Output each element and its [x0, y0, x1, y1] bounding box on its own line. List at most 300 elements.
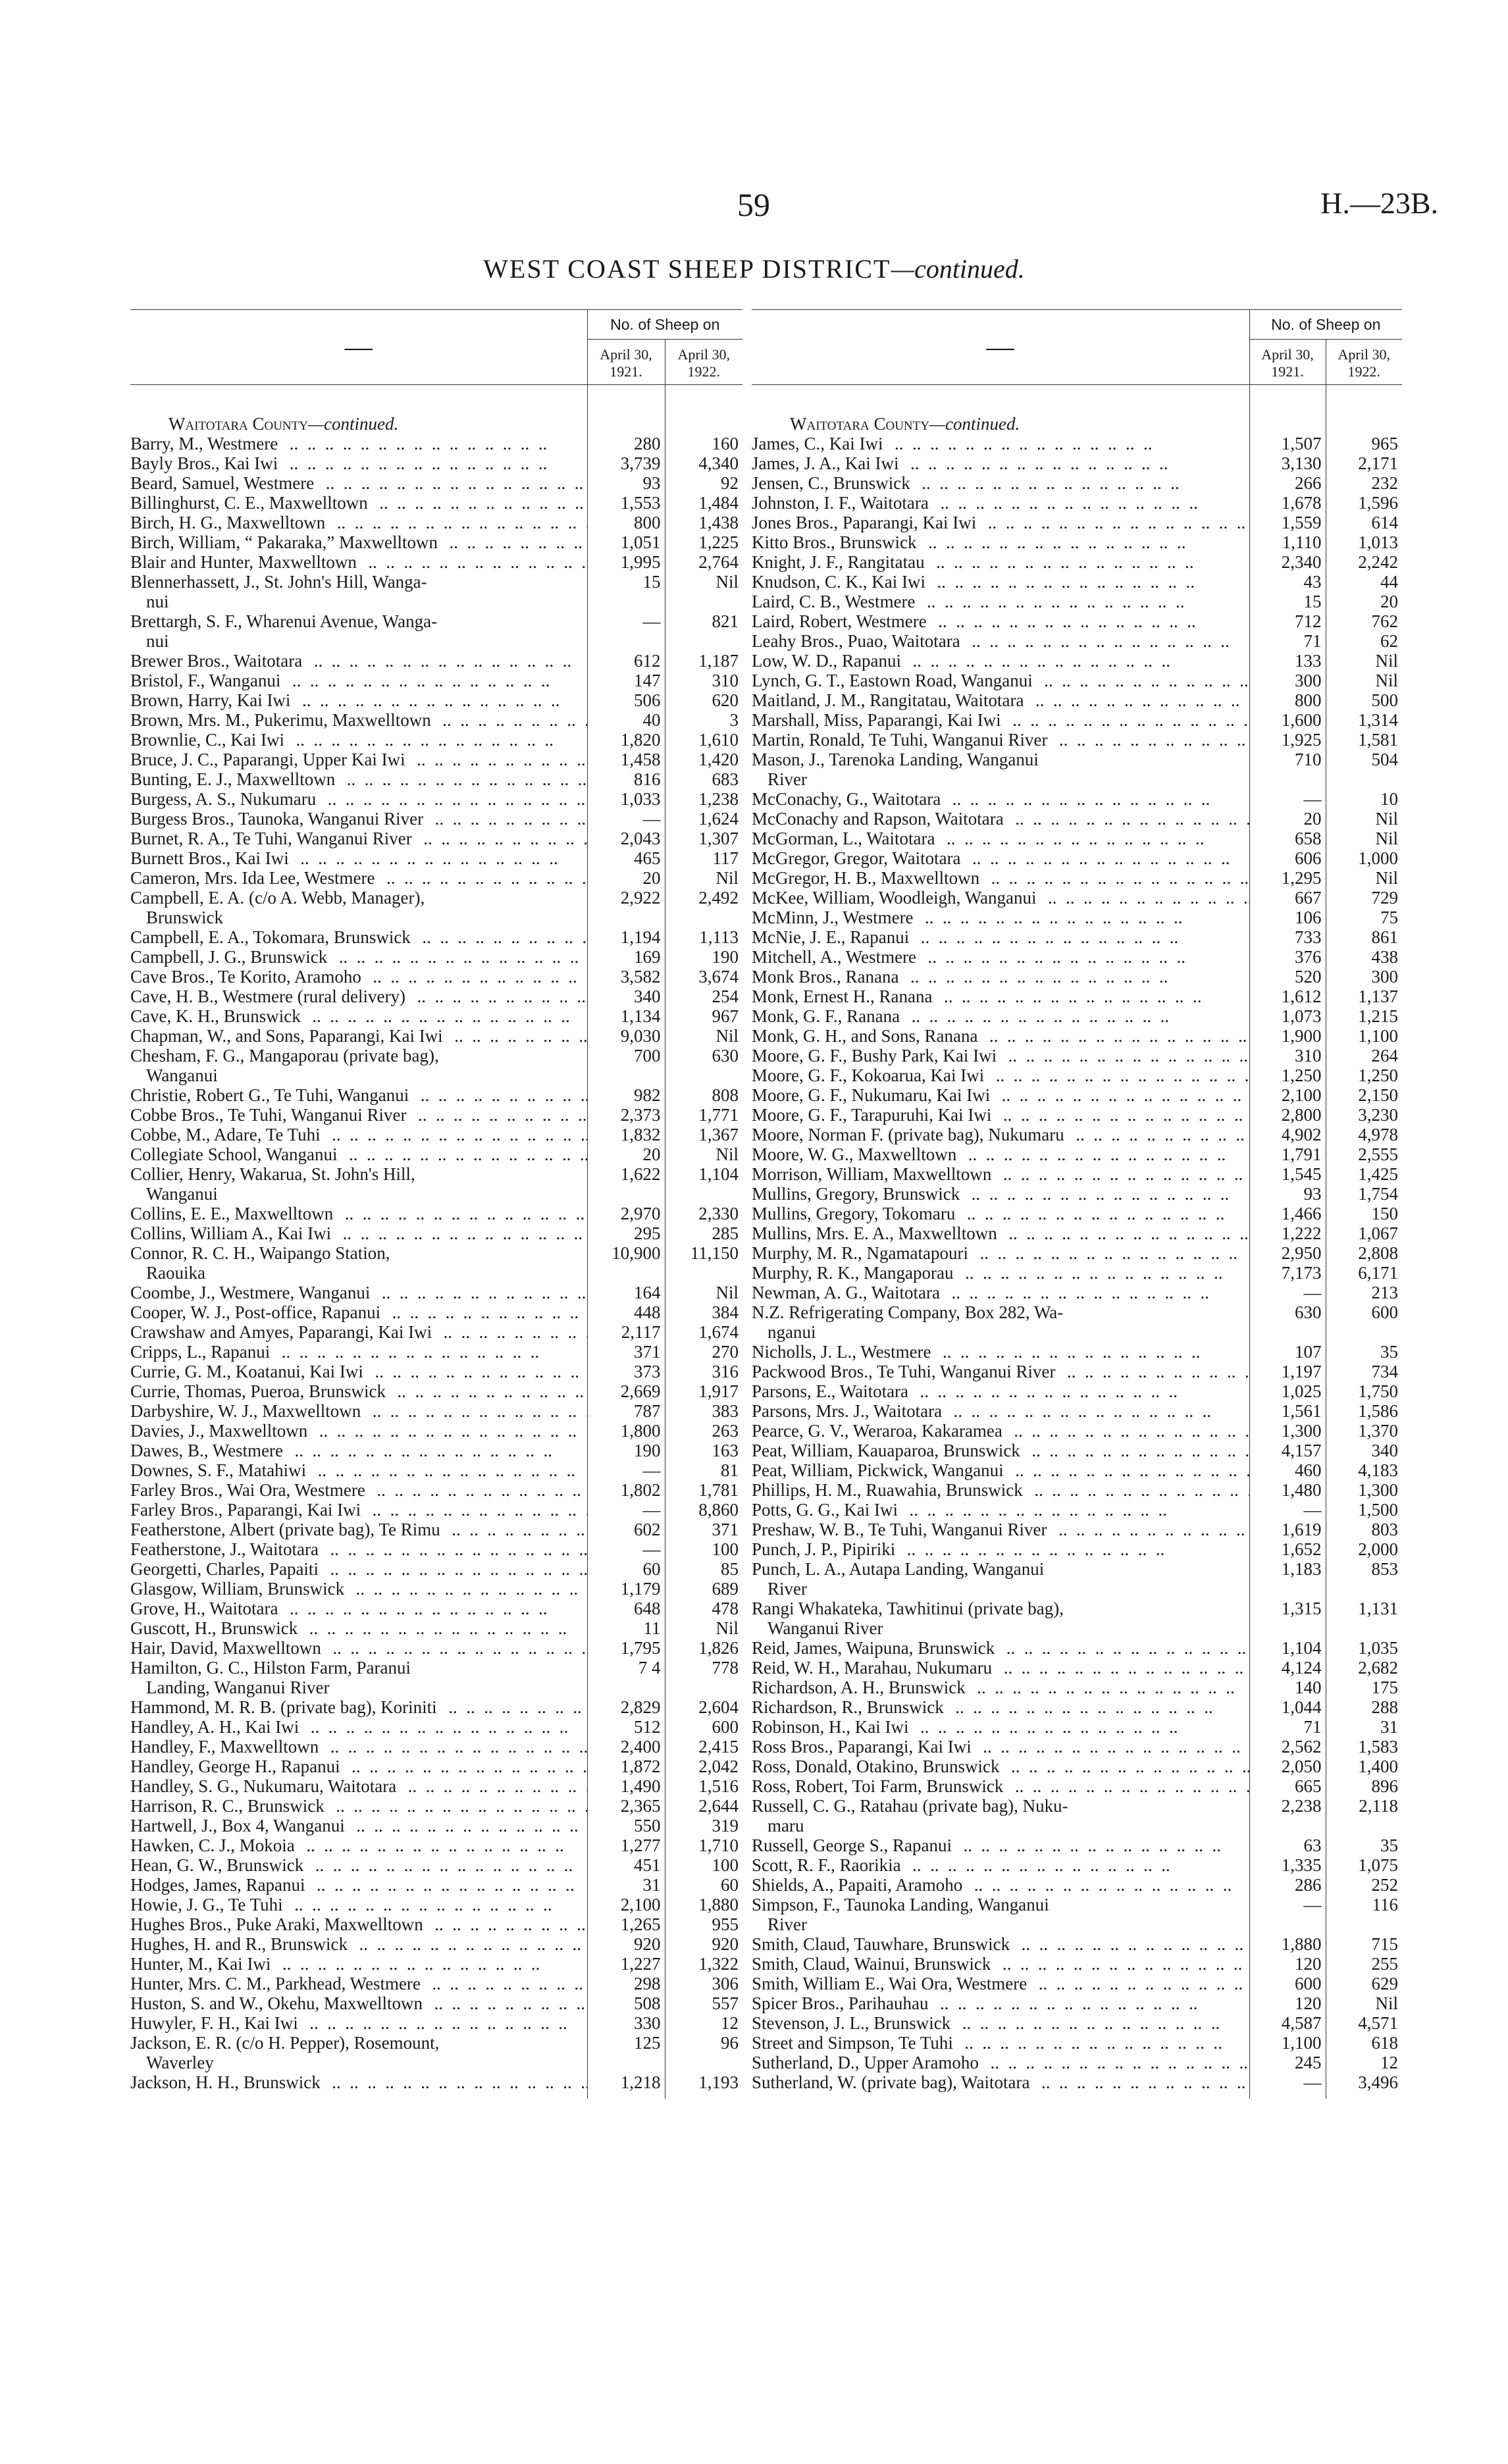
- owner-cell: [752, 1658, 1249, 1678]
- table-row: [130, 1599, 742, 1618]
- col-1922-year: 1922.: [1347, 363, 1380, 380]
- owner-name-text: Blair and Hunter, Maxwelltown: [130, 552, 359, 572]
- owner-name-text: Cameron, Mrs. Ida Lee, Westmere: [130, 868, 377, 888]
- owner-name-text: Brownlie, C., Kai Iwi: [130, 730, 287, 750]
- owner-cell: [130, 2013, 587, 2033]
- owner-name-text: Farley Bros., Wai Ora, Westmere: [130, 1480, 368, 1500]
- sheep-1922: Nil: [665, 572, 742, 611]
- owner-name: [130, 453, 587, 473]
- sheep-1922: 1,225: [665, 532, 742, 552]
- sheep-1921: 20: [1249, 809, 1326, 829]
- table-row: [130, 1401, 742, 1421]
- sheep-1922: 600: [1326, 1302, 1402, 1342]
- owner-name-text: Moore, G. F., Nukumaru, Kai Iwi: [752, 1085, 993, 1105]
- owner-name: [752, 1717, 1249, 1737]
- owner-cell: [752, 473, 1249, 493]
- sheep-1921: 1,227: [587, 1954, 665, 1974]
- sheep-1921: 2,829: [587, 1697, 665, 1717]
- sheep-1921: 920: [587, 1934, 665, 1954]
- sheep-1921: 816: [587, 769, 665, 789]
- sheep-1922: 1,484: [665, 493, 742, 513]
- owner-name-text: Marshall, Miss, Paparangi, Kai Iwi: [752, 710, 1004, 730]
- owner-cell: [752, 1401, 1249, 1421]
- owner-cell: [130, 1322, 587, 1342]
- sheep-1922: 254: [665, 987, 742, 1006]
- section-suffix: —continued.: [929, 414, 1020, 434]
- name-column-header: —: [752, 310, 1249, 385]
- sheep-1922: 12: [1326, 2053, 1402, 2072]
- table-row: [130, 1421, 742, 1441]
- table-row: [752, 1539, 1402, 1559]
- table-row: [752, 1559, 1402, 1599]
- owner-cell: [130, 1855, 587, 1875]
- owner-cell: [130, 2033, 587, 2072]
- owner-name: [752, 592, 1249, 611]
- owner-name: [130, 1855, 587, 1875]
- sheep-1921: 20: [587, 1144, 665, 1164]
- table-row: [752, 1599, 1402, 1638]
- col-1921-header: [587, 340, 665, 385]
- table-row: [752, 1500, 1402, 1520]
- owner-cell: [130, 2072, 587, 2092]
- sheep-1921: 550: [587, 1816, 665, 1835]
- sheep-1921: 266: [1249, 473, 1326, 493]
- owner-cell: [130, 1599, 587, 1618]
- sheep-1921: 71: [1249, 1717, 1326, 1737]
- owner-cell: [752, 1559, 1249, 1599]
- owner-name-text: Morrison, William, Maxwelltown: [752, 1164, 994, 1184]
- owner-name: [130, 1559, 587, 1579]
- table-row: [130, 1954, 742, 1974]
- table-row: [130, 1855, 742, 1875]
- owner-name-text: Grove, H., Waitotara: [130, 1599, 281, 1618]
- owner-name-text: Burgess, A. S., Nukumaru: [130, 789, 319, 809]
- sheep-1922: 1,035: [1326, 1638, 1402, 1658]
- owner-name-text: Cobbe, M., Adare, Te Tuhi: [130, 1125, 323, 1144]
- owner-cell: [130, 888, 587, 927]
- owner-cell: [130, 572, 587, 611]
- owner-name: [130, 1204, 587, 1223]
- table-row: [130, 671, 742, 690]
- owner-cell: [752, 710, 1249, 730]
- sheep-1921: 1,832: [587, 1125, 665, 1144]
- owner-cell: [130, 1895, 587, 1914]
- table-row: [130, 1204, 742, 1223]
- owner-name-text: Hawken, C. J., Mokoia: [130, 1835, 298, 1855]
- table-row: [130, 1914, 742, 1934]
- sheep-1922: 81: [665, 1460, 742, 1480]
- sheep-1922: 500: [1326, 690, 1402, 710]
- sheep-1921: 665: [1249, 1776, 1326, 1796]
- table-row: [130, 1500, 742, 1520]
- sheep-1922: 1,250: [1326, 1065, 1402, 1085]
- owner-cell: [752, 1065, 1249, 1085]
- sheep-1921: 1,795: [587, 1638, 665, 1658]
- sheep-1922: 35: [1326, 1835, 1402, 1855]
- table-row: [752, 453, 1402, 473]
- owner-name-text: McKee, William, Woodleigh, Wanganui: [752, 888, 1039, 908]
- owner-name-text: Connor, R. C. H., Waipango Station,: [130, 1243, 393, 1263]
- owner-cell: [752, 888, 1249, 908]
- sheep-1922: 8,860: [665, 1500, 742, 1520]
- owner-name: [752, 1026, 1249, 1046]
- sheep-1922: 2,242: [1326, 552, 1402, 572]
- sheep-1921: —: [1249, 789, 1326, 809]
- sheep-1921: 606: [1249, 848, 1326, 868]
- sheep-1922: 75: [1326, 908, 1402, 927]
- owner-name: [130, 1046, 587, 1065]
- owner-name-continuation: River: [767, 1914, 807, 1934]
- owner-cell: [130, 710, 587, 730]
- owner-name: [752, 1164, 1249, 1184]
- owner-name: [752, 611, 1249, 631]
- table-row: [752, 1460, 1402, 1480]
- sheep-1922: 3,230: [1326, 1105, 1402, 1125]
- table-row: [752, 1717, 1402, 1737]
- table-row: [752, 1401, 1402, 1421]
- owner-name: [130, 987, 587, 1006]
- table-row: [130, 611, 742, 651]
- table-row: [130, 1520, 742, 1539]
- sheep-1921: 1,995: [587, 552, 665, 572]
- owner-name-text: Monk Bros., Ranana: [752, 967, 901, 987]
- table-row: [130, 1125, 742, 1144]
- table-row: [752, 572, 1402, 592]
- sheep-1922: 861: [1326, 927, 1402, 947]
- sheep-1921: 125: [587, 2033, 665, 2072]
- owner-name-text: Featherstone, Albert (private bag), Te Rimu: [130, 1520, 443, 1539]
- owner-cell: [752, 1539, 1249, 1559]
- owner-name-text: Handley, A. H., Kai Iwi: [130, 1717, 301, 1737]
- owner-name: [752, 1204, 1249, 1223]
- sheep-1921: 2,100: [1249, 1085, 1326, 1105]
- sheep-1921: —: [1249, 1895, 1326, 1934]
- owner-cell: [130, 671, 587, 690]
- sheep-1921: 1,051: [587, 532, 665, 552]
- sheep-1921: 7,173: [1249, 1263, 1326, 1283]
- owner-name: [130, 1283, 587, 1302]
- sheep-1921: 340: [587, 987, 665, 1006]
- owner-name: [752, 987, 1249, 1006]
- sheep-1921: 71: [1249, 631, 1326, 651]
- owner-name-text: Blennerhassett, J., St. John's Hill, Wanga-: [130, 572, 430, 592]
- table-row: [752, 1026, 1402, 1046]
- owner-cell: [752, 1835, 1249, 1855]
- sheep-1921: 2,922: [587, 888, 665, 927]
- sheep-1922: 264: [1326, 1046, 1402, 1065]
- owner-name-text: Burnett Bros., Kai Iwi: [130, 848, 292, 868]
- col-1922-date: April 30,: [1338, 346, 1390, 363]
- sheep-1922: 2,808: [1326, 1243, 1402, 1263]
- owner-cell: [752, 1895, 1249, 1934]
- owner-name: [130, 572, 587, 592]
- sheep-1921: 1,033: [587, 789, 665, 809]
- sheep-1921: —: [1249, 2072, 1326, 2092]
- owner-cell: [752, 671, 1249, 690]
- owner-name: [752, 1678, 1249, 1697]
- left-column: [130, 309, 742, 2099]
- sheep-1922: Nil: [665, 1144, 742, 1164]
- sheep-1922: 1,500: [1326, 1500, 1402, 1520]
- owner-name: [752, 967, 1249, 987]
- owner-name-text: Hunter, Mrs. C. M., Parkhead, Westmere: [130, 1974, 423, 1993]
- table-row: [752, 987, 1402, 1006]
- owner-name: [752, 1223, 1249, 1243]
- sheep-1921: 1,073: [1249, 1006, 1326, 1026]
- owner-name: [130, 1796, 587, 1816]
- sheep-1921: 1,622: [587, 1164, 665, 1204]
- owner-cell: [752, 1223, 1249, 1243]
- owner-cell: [752, 809, 1249, 829]
- table-row: [752, 493, 1402, 513]
- table-row: [752, 1125, 1402, 1144]
- table-row: [752, 1678, 1402, 1697]
- owner-name: [130, 1144, 587, 1164]
- sheep-1921: 2,043: [587, 829, 665, 848]
- sheep-1921: 1,295: [1249, 868, 1326, 888]
- owner-name-text: Mullins, Mrs. E. A., Maxwelltown: [752, 1223, 1000, 1243]
- owner-cell: [130, 532, 587, 552]
- sheep-1922: 1,750: [1326, 1381, 1402, 1401]
- owner-name-text: Cave, K. H., Brunswick: [130, 1006, 303, 1026]
- sheep-1922: 1,193: [665, 2072, 742, 2092]
- table-row: [130, 848, 742, 868]
- owner-name-text: McGorman, L., Waitotara: [752, 829, 938, 848]
- owner-cell: [130, 453, 587, 473]
- owner-name: [130, 789, 587, 809]
- owner-name-text: Smith, Claud, Tauwhare, Brunswick: [752, 1934, 1012, 1954]
- table-row: [752, 1757, 1402, 1776]
- sheep-1922: 285: [665, 1223, 742, 1243]
- sheep-1922: 319: [665, 1816, 742, 1835]
- table-row: [130, 1006, 742, 1026]
- owner-name: [752, 1441, 1249, 1460]
- sheep-1922: 1,610: [665, 730, 742, 750]
- owner-name: [130, 848, 587, 868]
- owner-name-text: Bayly Bros., Kai Iwi: [130, 453, 280, 473]
- sheep-1922: 11,150: [665, 1243, 742, 1283]
- owner-name-text: Newman, A. G., Waitotara: [752, 1283, 943, 1302]
- table-row: [752, 1776, 1402, 1796]
- table-row: [130, 1381, 742, 1401]
- table-row: [752, 1006, 1402, 1026]
- sheep-1921: 4,902: [1249, 1125, 1326, 1144]
- sheep-1921: 2,562: [1249, 1737, 1326, 1757]
- owner-name-text: Parsons, Mrs. J., Waitotara: [752, 1401, 945, 1421]
- section-suffix: —continued.: [307, 414, 399, 434]
- owner-name-text: McConachy, G., Waitotara: [752, 789, 943, 809]
- owner-name: [752, 789, 1249, 809]
- table-row: [752, 1421, 1402, 1441]
- owner-name-text: Hughes Bros., Puke Araki, Maxwelltown: [130, 1914, 426, 1934]
- owner-name-text: Reid, James, Waipuna, Brunswick: [752, 1638, 997, 1658]
- owner-name: [752, 473, 1249, 493]
- sheep-1922: 1,400: [1326, 1757, 1402, 1776]
- owner-name: [130, 750, 587, 769]
- sheep-1921: 1,559: [1249, 513, 1326, 532]
- sheep-1922: 920: [665, 1934, 742, 1954]
- owner-cell: [752, 1638, 1249, 1658]
- owner-name-text: Knight, J. F., Rangitatau: [752, 552, 927, 572]
- owner-cell: [752, 1520, 1249, 1539]
- owner-name: [752, 1065, 1249, 1085]
- sheep-1921: 3,739: [587, 453, 665, 473]
- owner-name: [130, 1105, 587, 1125]
- table-row: [752, 1283, 1402, 1302]
- table-row: [130, 690, 742, 710]
- owner-name-text: Harrison, R. C., Brunswick: [130, 1796, 327, 1816]
- sheep-1922: 2,330: [665, 1204, 742, 1223]
- owner-name: [130, 829, 587, 848]
- owner-cell: [130, 1362, 587, 1381]
- owner-name: [130, 888, 587, 908]
- table-row: [752, 730, 1402, 750]
- table-row: [752, 1381, 1402, 1401]
- owner-name-text: Smith, William E., Wai Ora, Westmere: [752, 1974, 1029, 1993]
- sheep-1922: 190: [665, 947, 742, 967]
- owner-cell: [752, 1776, 1249, 1796]
- sheep-1922: 1,104: [665, 1164, 742, 1204]
- owner-cell: [130, 1579, 587, 1599]
- sheep-1922: 2,555: [1326, 1144, 1402, 1164]
- owner-name-text: Moore, W. G., Maxwelltown: [752, 1144, 959, 1164]
- sheep-count-header: No. of Sheep on: [1249, 310, 1402, 340]
- table-row: [130, 1638, 742, 1658]
- sheep-1922: 965: [1326, 434, 1402, 453]
- owner-name-text: Cave, H. B., Westmere (rural delivery): [130, 987, 408, 1006]
- sheep-1922: 689: [665, 1579, 742, 1599]
- table-row: [752, 1993, 1402, 2013]
- sheep-1921: 1,802: [587, 1480, 665, 1500]
- table-row: [130, 1717, 742, 1737]
- owner-name-text: Hughes, H. and R., Brunswick: [130, 1934, 350, 1954]
- owner-name: [752, 1539, 1249, 1559]
- sheep-1922: 1,314: [1326, 710, 1402, 730]
- sheep-1921: 667: [1249, 888, 1326, 908]
- owner-name: [130, 1737, 587, 1757]
- owner-name: [130, 1381, 587, 1401]
- table-row: [752, 1046, 1402, 1065]
- owner-cell: [752, 1204, 1249, 1223]
- owner-cell: [752, 1362, 1249, 1381]
- table-row: [752, 611, 1402, 631]
- owner-name-text: Davies, J., Maxwelltown: [130, 1421, 310, 1441]
- sheep-1921: 15: [587, 572, 665, 611]
- table-row: [130, 2072, 742, 2092]
- col-1922-header: [1326, 340, 1402, 385]
- sheep-1922: 160: [665, 434, 742, 453]
- owner-cell: [130, 1085, 587, 1105]
- table-row: [130, 473, 742, 493]
- owner-name: [752, 1263, 1249, 1283]
- owner-name: [130, 493, 587, 513]
- owner-cell: [752, 868, 1249, 888]
- spacer-row: [752, 385, 1402, 415]
- owner-name-text: Sutherland, D., Upper Aramoho: [752, 2053, 981, 2072]
- sheep-1921: 1,820: [587, 730, 665, 750]
- table-row: [752, 809, 1402, 829]
- owner-name-text: Knudson, C. K., Kai Iwi: [752, 572, 928, 592]
- sheep-1922: 3: [665, 710, 742, 730]
- sheep-1922: 62: [1326, 631, 1402, 651]
- owner-name-continuation: Raouika: [146, 1263, 205, 1283]
- table-row: [130, 532, 742, 552]
- col-1921-header: [1249, 340, 1326, 385]
- sheep-1921: 465: [587, 848, 665, 868]
- owner-name-text: Ross, Donald, Otakino, Brunswick: [752, 1757, 1002, 1776]
- owner-name-text: Bristol, F., Wanganui: [130, 671, 283, 690]
- sheep-1921: 787: [587, 1401, 665, 1421]
- table-row: [752, 1164, 1402, 1184]
- left-table: [130, 309, 742, 2099]
- owner-name: [752, 1460, 1249, 1480]
- table-row: [130, 651, 742, 671]
- table-row: [752, 967, 1402, 987]
- sheep-1921: 2,100: [587, 1895, 665, 1914]
- sheep-1922: 232: [1326, 473, 1402, 493]
- owner-name-text: Moore, G. F., Bushy Park, Kai Iwi: [752, 1046, 999, 1065]
- sheep-1922: 1,917: [665, 1381, 742, 1401]
- sheep-1921: 373: [587, 1362, 665, 1381]
- owner-name-text: Crawshaw and Amyes, Paparangi, Kai Iwi: [130, 1322, 434, 1342]
- owner-name-continuation: Wanganui River: [767, 1618, 883, 1638]
- col-1922-header: [665, 340, 742, 385]
- owner-name-text: Jones Bros., Paparangi, Kai Iwi: [752, 513, 979, 532]
- owner-cell: [130, 552, 587, 572]
- owner-name-text: Spicer Bros., Parihauhau: [752, 1993, 931, 2013]
- sheep-1922: 175: [1326, 1678, 1402, 1697]
- owner-cell: [130, 1618, 587, 1638]
- sheep-1921: 4,587: [1249, 2013, 1326, 2033]
- owner-name-text: Billinghurst, C. E., Maxwelltown: [130, 493, 371, 513]
- sheep-1922: 729: [1326, 888, 1402, 908]
- table-row: [752, 1342, 1402, 1362]
- owner-name-text: Moore, Norman F. (private bag), Nukumaru: [752, 1125, 1067, 1144]
- sheep-1921: 60: [587, 1559, 665, 1579]
- sheep-1922: 1,215: [1326, 1006, 1402, 1026]
- table-row: [752, 1302, 1402, 1342]
- owner-cell: [130, 1796, 587, 1816]
- sheep-1922: 808: [665, 1085, 742, 1105]
- sheep-1921: 63: [1249, 1835, 1326, 1855]
- owner-name-continuation: maru: [767, 1816, 804, 1835]
- owner-cell: [130, 493, 587, 513]
- table-row: [752, 1065, 1402, 1085]
- owner-cell: [752, 1342, 1249, 1362]
- sheep-1922: 1,067: [1326, 1223, 1402, 1243]
- owner-cell: [752, 987, 1249, 1006]
- owner-name-text: Burgess Bros., Taunoka, Wanganui River: [130, 809, 426, 829]
- owner-name-text: Russell, C. G., Ratahau (private bag), Nuku-: [752, 1796, 1071, 1816]
- section-name: Waitotara County: [169, 414, 308, 434]
- owner-name: [752, 690, 1249, 710]
- name-column-header: —: [130, 310, 587, 385]
- table-row: [130, 868, 742, 888]
- sheep-1922: 310: [665, 671, 742, 690]
- owner-cell: [130, 927, 587, 947]
- owner-name-text: Ross Bros., Paparangi, Kai Iwi: [752, 1737, 974, 1757]
- sheep-1921: 43: [1249, 572, 1326, 592]
- owner-cell: [130, 1638, 587, 1658]
- owner-name: [130, 769, 587, 789]
- owner-cell: [752, 631, 1249, 651]
- owner-name: [130, 1599, 587, 1618]
- owner-name: [752, 1046, 1249, 1065]
- owner-name-continuation: Wanganui: [146, 1065, 218, 1085]
- sheep-1921: 1,110: [1249, 532, 1326, 552]
- owner-name: [130, 473, 587, 493]
- sheep-1921: 31: [587, 1875, 665, 1895]
